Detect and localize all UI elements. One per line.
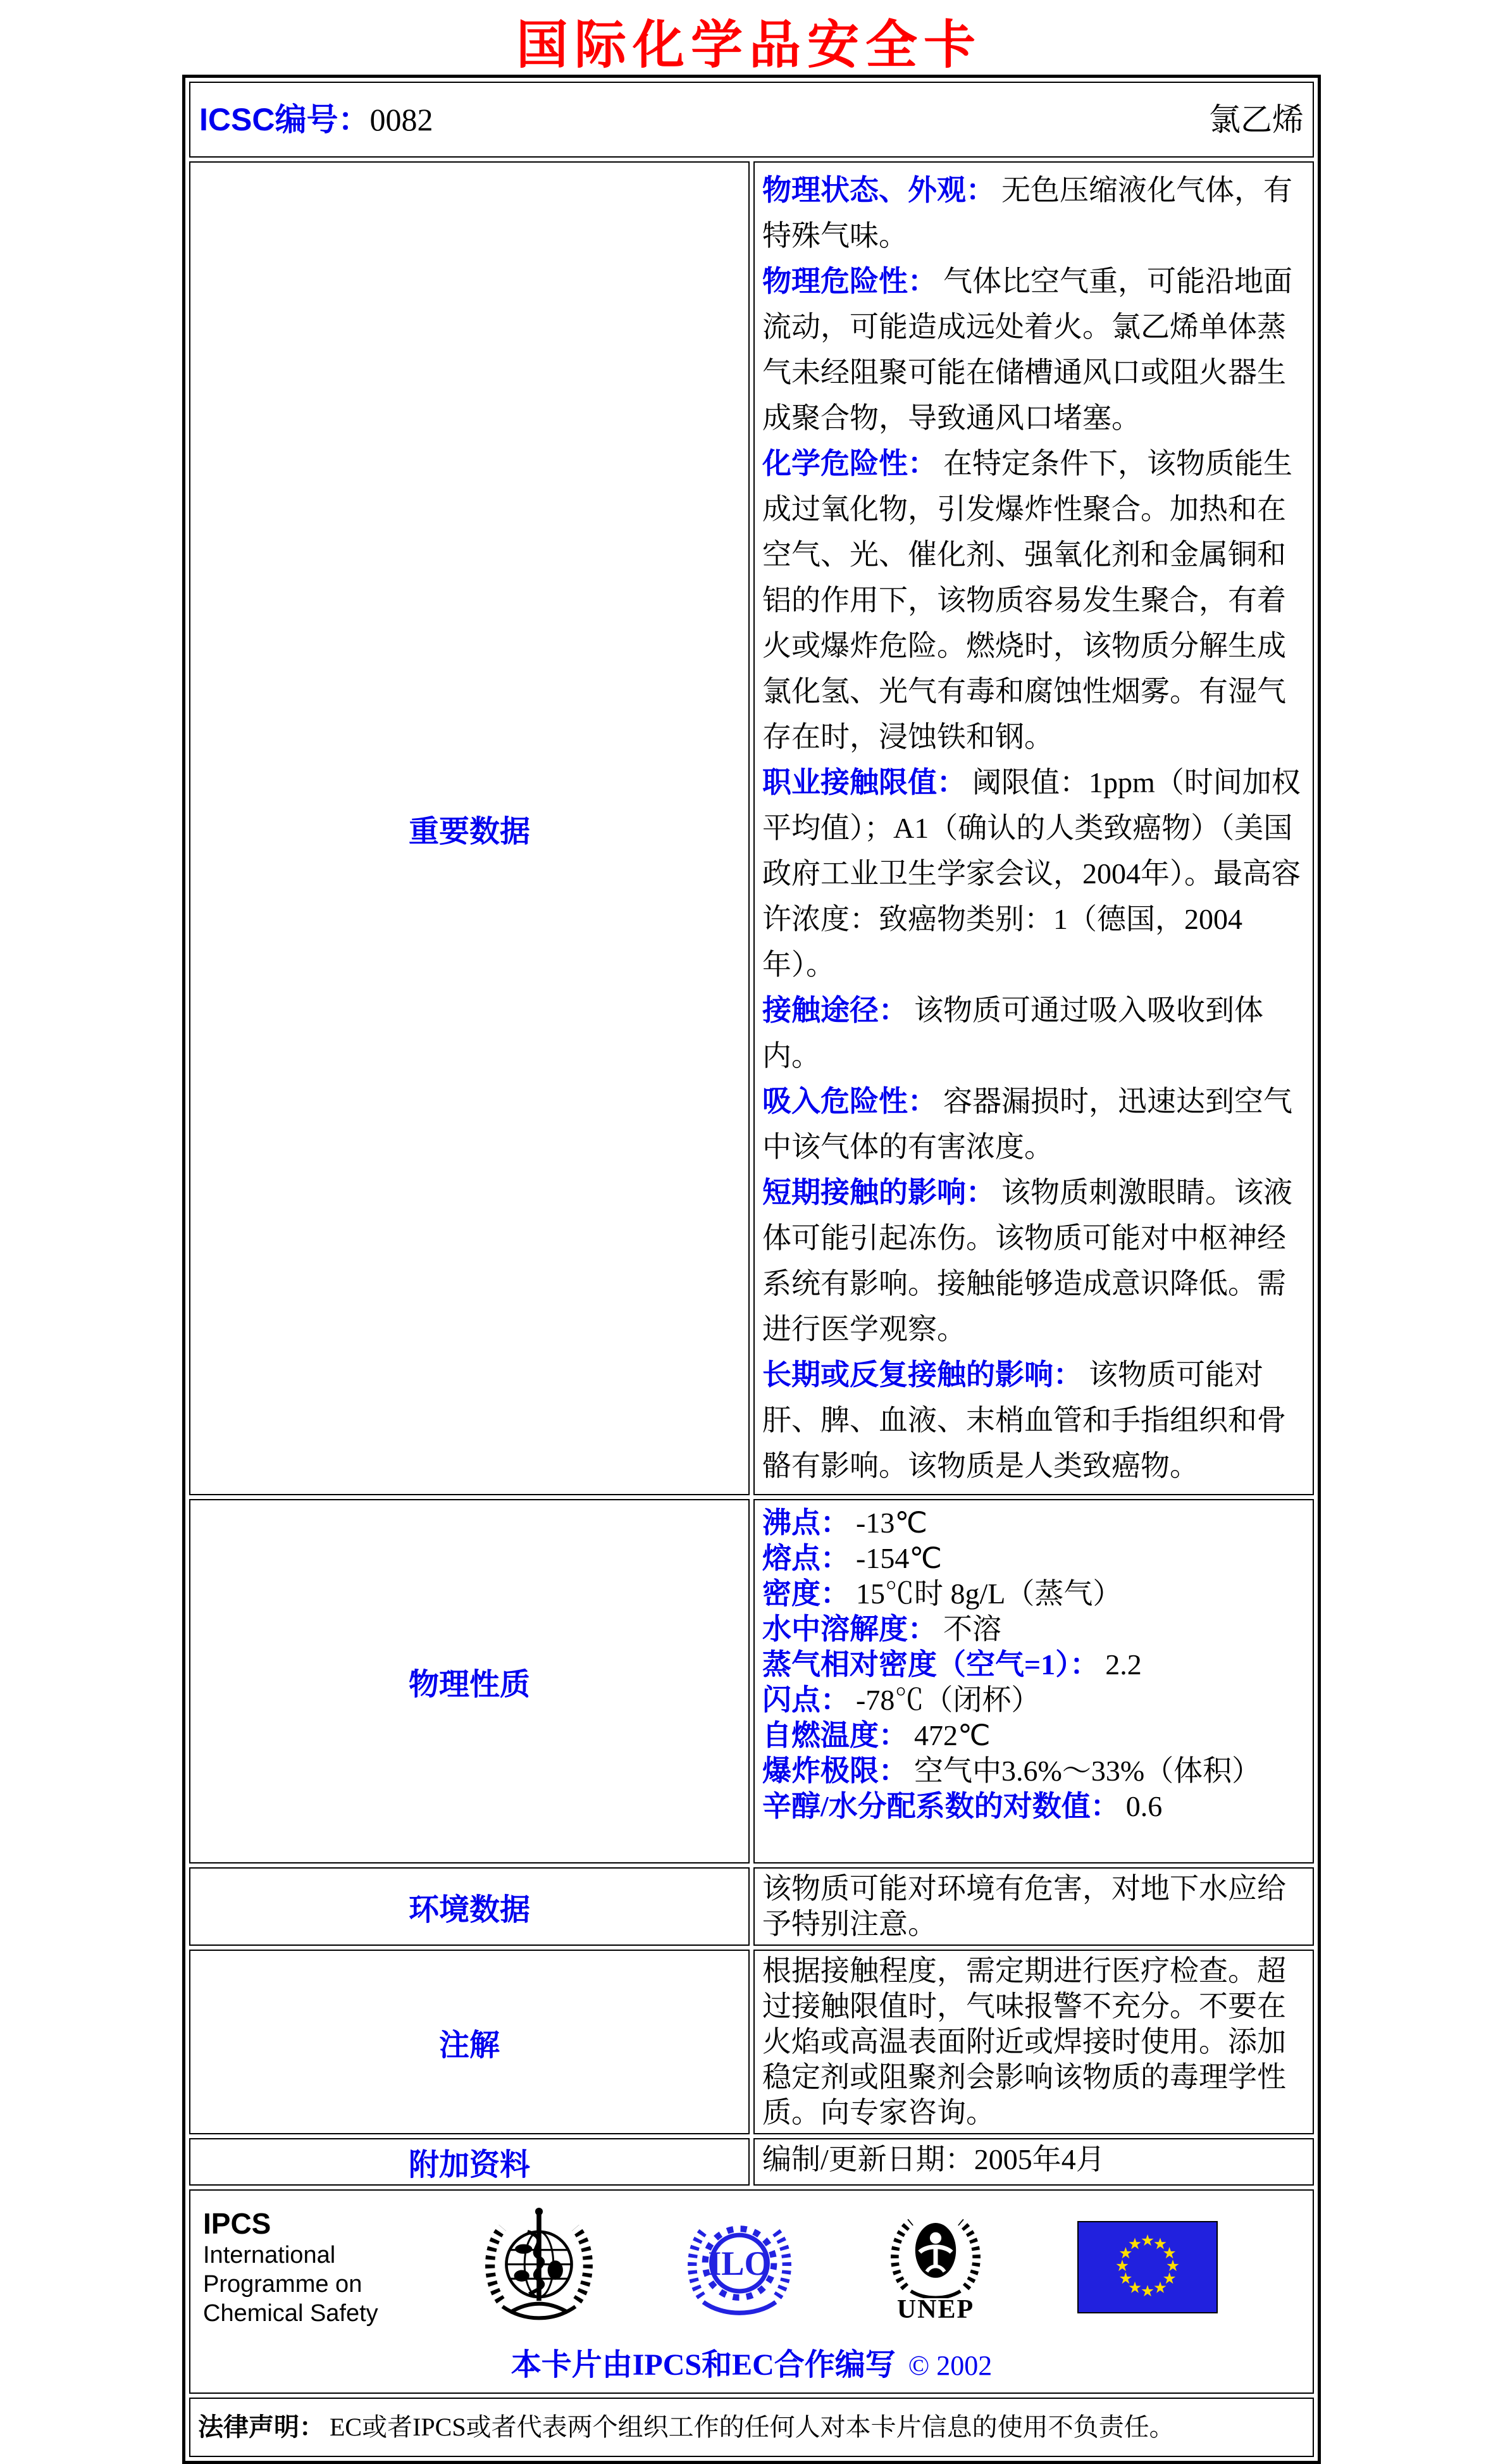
legal-label: 法律声明： [198, 2413, 325, 2441]
phys-item: 闪点： -78℃（闭杯） [762, 1684, 1041, 1716]
environmental-data-label: 环境数据 [189, 1867, 750, 1946]
important-item: 短期接触的影响： 该物质刺激眼睛。该液体可能引起冻伤。该物质可能对中枢神经系统有影响。接触能够造成意识降低。需进行医学观察。 [762, 1176, 1292, 1345]
additional-info-label: 附加资料 [189, 2138, 750, 2186]
footer-row [189, 2189, 1314, 2394]
environmental-data-row [189, 1867, 1314, 1946]
legal-row [189, 2398, 1314, 2457]
important-item: 物理状态、外观： 无色压缩液化气体，有特殊气味。 [762, 174, 1292, 252]
important-item: 吸入危险性： 容器漏损时，迅速达到空气中该气体的有害浓度。 [762, 1085, 1292, 1163]
phys-item: 蒸气相对密度（空气=1）： 2.2 [762, 1648, 1142, 1681]
phys-item: 爆炸极限： 空气中3.6%～33%（体积） [762, 1755, 1261, 1787]
footer-caption-text: 本卡片由IPCS和EC合作编写 [511, 2348, 896, 2382]
important-item: 职业接触限值： 阈限值：1ppm（时间加权平均值）；A1（确认的人类致癌物）（美国政府工业卫生学家会议，2004年）。最高容许浓度：致癌物类别：1（德国，2004年）。 [762, 766, 1301, 981]
unep-logo-text: UNEP [896, 2295, 975, 2324]
ilo-logo-text: ILO [708, 2244, 771, 2283]
phys-item: 沸点： -13℃ [762, 1507, 927, 1539]
header-cell [189, 82, 1314, 158]
important-item: 接触途径： 该物质可通过吸入吸收到体内。 [762, 994, 1263, 1072]
important-data-row [189, 161, 1314, 1495]
phys-item: 水中溶解度： 不溶 [762, 1613, 1001, 1645]
physical-properties-label: 物理性质 [189, 1499, 750, 1864]
footer-copyright: © 2002 [908, 2350, 993, 2381]
additional-info-content: 编制/更新日期：2005年4月 [753, 2138, 1314, 2186]
important-item: 长期或反复接触的影响： 该物质可能对肝、脾、血液、末梢血管和手指组织和骨骼有影响。该物质是人类致癌物。 [762, 1359, 1286, 1482]
important-item: 化学危险性： 在特定条件下，该物质能生成过氧化物，引发爆炸性聚合。加热和在空气、光、催化剂、强氧化剂和金属铜和铝的作用下，该物质容易发生聚合，有着火或爆炸危险。燃烧时，该物质分解生成氯化氢、光气有毒和腐蚀性烟雾。有湿气存在时，浸蚀铁和钢。 [762, 447, 1292, 753]
ipcs-title: IPCS [203, 2207, 271, 2240]
chemical-name: 氯乙烯 [1209, 102, 1304, 137]
phys-item: 自燃温度： 472℃ [762, 1719, 991, 1752]
notes-content: 根据接触程度，需定期进行医疗检查。超过接触限值时，气味报警不充分。不要在火焰或高温表面附近或焊接时使用。添加稳定剂或阻聚剂会影响该物质的毒理学性质。向专家咨询。 [753, 1950, 1314, 2134]
icsc-number-value: 0082 [369, 102, 433, 137]
footer-caption [203, 2340, 1300, 2384]
legal-cell [189, 2398, 1314, 2457]
environmental-data-content: 该物质可能对环境有危害，对地下水应给予特别注意。 [753, 1867, 1314, 1946]
important-data-label: 重要数据 [189, 161, 750, 1495]
icsc-number-label: ICSC编号： [199, 102, 370, 137]
phys-item: 辛醇/水分配系数的对数值： 0.6 [762, 1790, 1163, 1822]
who-logo-icon [481, 2205, 597, 2330]
ilo-logo-icon [685, 2212, 794, 2323]
important-data-content [753, 161, 1314, 1495]
ipcs-block: IPCS International Programme on Chemical Safety [203, 2206, 393, 2328]
footer-cell [189, 2189, 1314, 2394]
unep-logo-block [882, 2210, 989, 2325]
footer-logos [203, 2205, 1300, 2330]
notes-label: 注解 [189, 1950, 750, 2134]
notes-row [189, 1950, 1314, 2134]
physical-properties-row [189, 1499, 1314, 1864]
physical-properties-content [753, 1499, 1314, 1864]
eu-flag-icon [1077, 2221, 1218, 2313]
unep-logo-icon [882, 2210, 989, 2298]
important-item: 物理危险性： 气体比空气重，可能沿地面流动，可能造成远处着火。氯乙烯单体蒸气未经阻聚可能在储槽通风口或阻火器生成聚合物，导致通风口堵塞。 [762, 265, 1292, 434]
page-title: 国际化学品安全卡 [516, 16, 982, 74]
phys-item: 熔点： -154℃ [762, 1542, 942, 1574]
icsc-card-table [182, 75, 1321, 2464]
additional-info-row [189, 2138, 1314, 2186]
legal-text: EC或者IPCS或者代表两个组织工作的任何人对本卡片信息的使用不负责任。 [330, 2413, 1175, 2441]
header-row [189, 82, 1314, 158]
phys-item: 密度： 15℃时 8g/L（蒸气） [762, 1577, 1122, 1610]
